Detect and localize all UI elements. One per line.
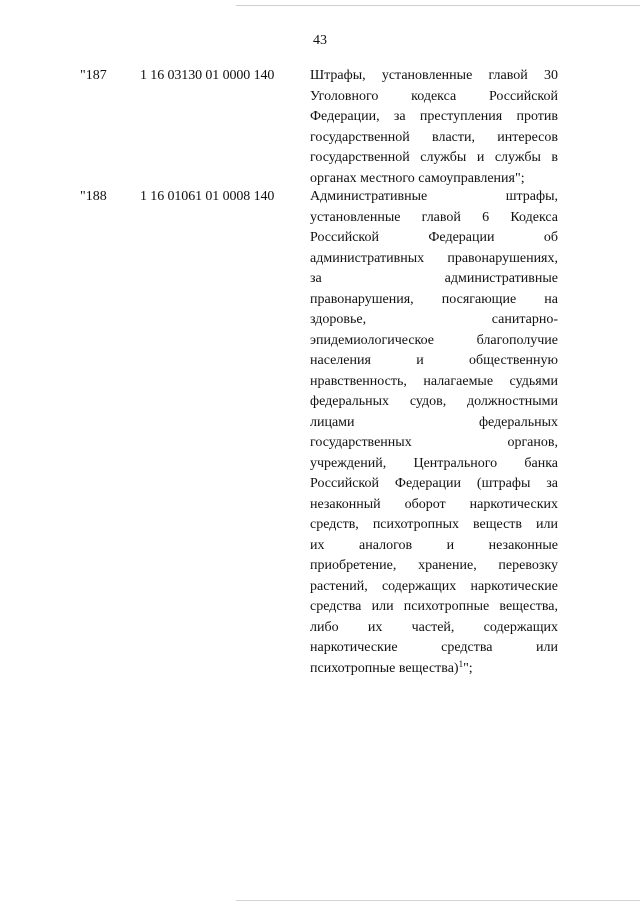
description-line: государственных органов,: [310, 435, 558, 450]
closing-quote: ";: [463, 660, 473, 676]
last-line-text: психотропные вещества): [310, 660, 459, 676]
description-line: наркотические средства или: [310, 640, 558, 655]
row-description: [310, 187, 558, 679]
description-line: средства или психотропные вещества,: [310, 599, 558, 614]
description-line: средств, психотропных веществ или: [310, 517, 558, 532]
description-line: Штрафы, установленные главой 30: [310, 68, 558, 83]
description-line: здоровье, санитарно-: [310, 312, 558, 327]
description-line: установленные главой 6 Кодекса: [310, 209, 558, 225]
description-line: их аналогов и незаконные: [310, 537, 558, 553]
description-line: Российской Федерации (штрафы за: [310, 476, 558, 491]
scan-edge-bottom: [236, 900, 640, 901]
description-line: либо их частей, содержащих: [310, 619, 558, 635]
description-line: Федерации, за преступления против: [310, 109, 558, 124]
budget-classification-code: 1 16 03130 01 0000 140: [140, 68, 275, 83]
description-line: правонарушения, посягающие на: [310, 291, 558, 307]
description-line: государственной службы и службы в: [310, 150, 558, 165]
description-line: растений, содержащих наркотические: [310, 578, 558, 594]
description-line: незаконный оборот наркотических: [310, 496, 558, 512]
row-description: [310, 66, 558, 189]
description-line: Административные штрафы,: [310, 189, 558, 204]
description-line: Российской Федерации об: [310, 230, 558, 245]
description-line: за административные: [310, 271, 558, 286]
description-line: нравственность, налагаемые судьями: [310, 373, 558, 389]
description-line: эпидемиологическое благополучие: [310, 332, 558, 348]
description-line: государственной власти, интересов: [310, 129, 558, 145]
footnote-mark: 1: [458, 658, 464, 669]
page-number: 43: [313, 33, 327, 48]
description-line: учреждений, Центрального банка: [310, 455, 558, 471]
row-number: "187: [80, 68, 107, 83]
description-line: органах местного самоуправления";: [310, 170, 525, 186]
row-number: "188: [80, 189, 107, 204]
description-line: населения и общественную: [310, 353, 558, 368]
description-last-line: [310, 659, 558, 680]
description-line: федеральных судов, должностными: [310, 394, 558, 409]
description-line: лицами федеральных: [310, 414, 558, 430]
scan-edge-top: [236, 5, 640, 6]
description-line: административных правонарушениях,: [310, 250, 558, 266]
description-line: Уголовного кодекса Российской: [310, 88, 558, 104]
budget-classification-code: 1 16 01061 01 0008 140: [140, 189, 275, 204]
description-line: приобретение, хранение, перевозку: [310, 558, 558, 573]
